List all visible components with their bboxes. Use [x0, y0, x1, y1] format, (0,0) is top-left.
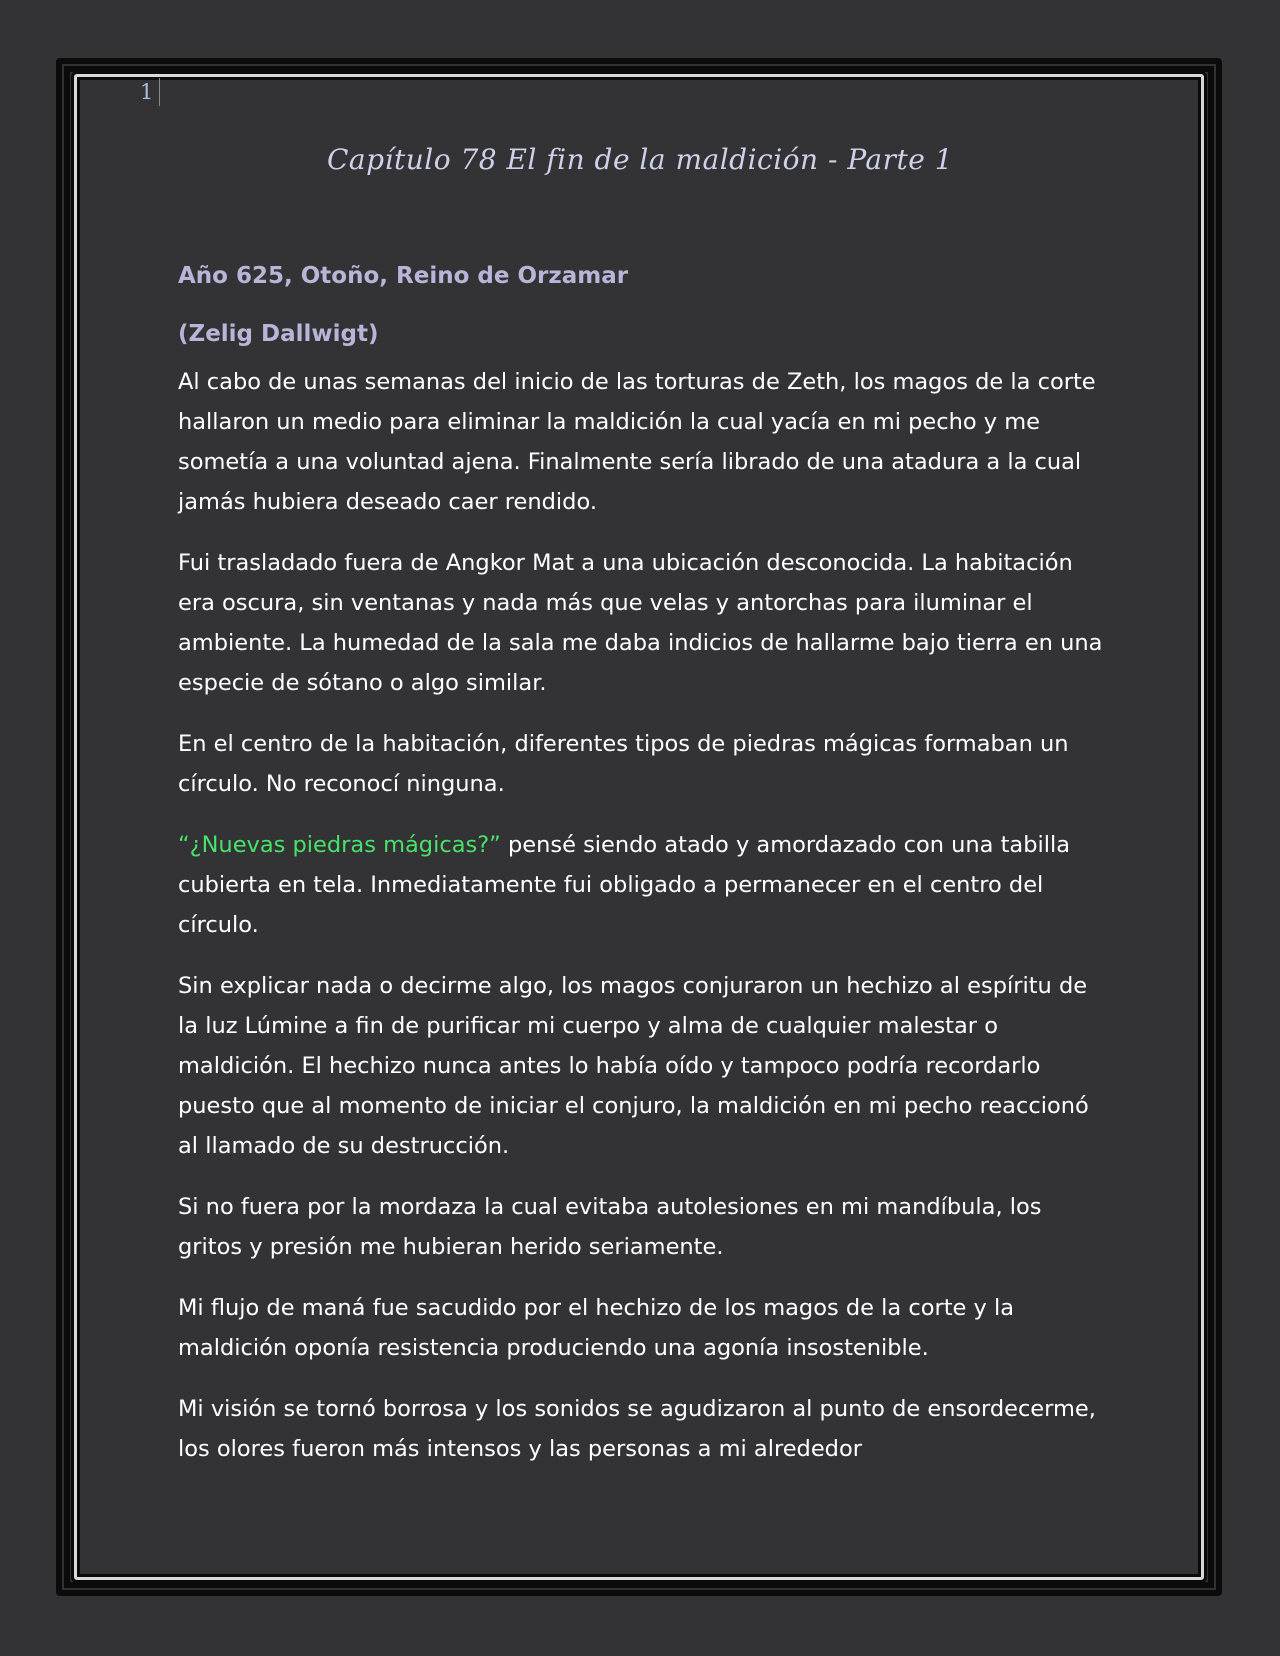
paragraph: Mi visión se tornó borrosa y los sonidos se agudizaron al punto de ensordecerme, los olores fueron más intensos y las personas a mi alrededor [178, 1396, 1096, 1462]
paragraph-text: pensé siendo atado y amordazado con una tabilla cubierta en tela. Inmediatamente fui obligado a permanecer en el centro del círculo. [178, 832, 1071, 938]
narrator-line: (Zelig Dallwigt) [178, 321, 379, 347]
paragraph: Si no fuera por la mordaza la cual evitaba autolesiones en mi mandíbula, los gritos y presión me hubieran herido seriamente. [178, 1194, 1042, 1260]
paragraph [178, 825, 1108, 945]
page-number: 1 [140, 78, 160, 106]
paragraph: Fui trasladado fuera de Angkor Mat a una ubicación desconocida. La habitación era oscura, sin ventanas y nada más que velas y antorchas para iluminar el ambiente. La humedad de la sala me daba indicios de hallarme bajo tierra en una especie de sótano o algo similar. [178, 550, 1103, 696]
paragraph: Sin explicar nada o decirme algo, los magos conjuraron un hechizo al espíritu de la luz Lúmine a fin de purificar mi cuerpo y alma de cualquier malestar o maldición. El hechizo nunca antes lo había oído y tampoco podría recordarlo puesto que al momento de iniciar el conjuro, la maldición en mi pecho reaccionó al llamado de su destrucción. [178, 973, 1089, 1159]
location-line: Año 625, Otoño, Reino de Orzamar [178, 263, 629, 289]
paragraph: En el centro de la habitación, diferentes tipos de piedras mágicas formaban un círculo. No reconocí ninguna. [178, 731, 1069, 797]
chapter-title: Capítulo 78 El fin de la maldición - Parte 1 [326, 143, 954, 176]
inner-thought: “¿Nuevas piedras mágicas?” [178, 832, 501, 858]
chapter-body [178, 256, 1108, 1490]
paragraph: Al cabo de unas semanas del inicio de las torturas de Zeth, los magos de la corte hallaron un medio para eliminar la maldición la cual yacía en mi pecho y me sometía a una voluntad ajena. Finalmente sería librado de una atadura a la cual jamás hubiera deseado caer rendido. [178, 369, 1096, 515]
paragraph: Mi flujo de maná fue sacudido por el hechizo de los magos de la corte y la maldición oponía resistencia produciendo una agonía insostenible. [178, 1295, 1015, 1361]
